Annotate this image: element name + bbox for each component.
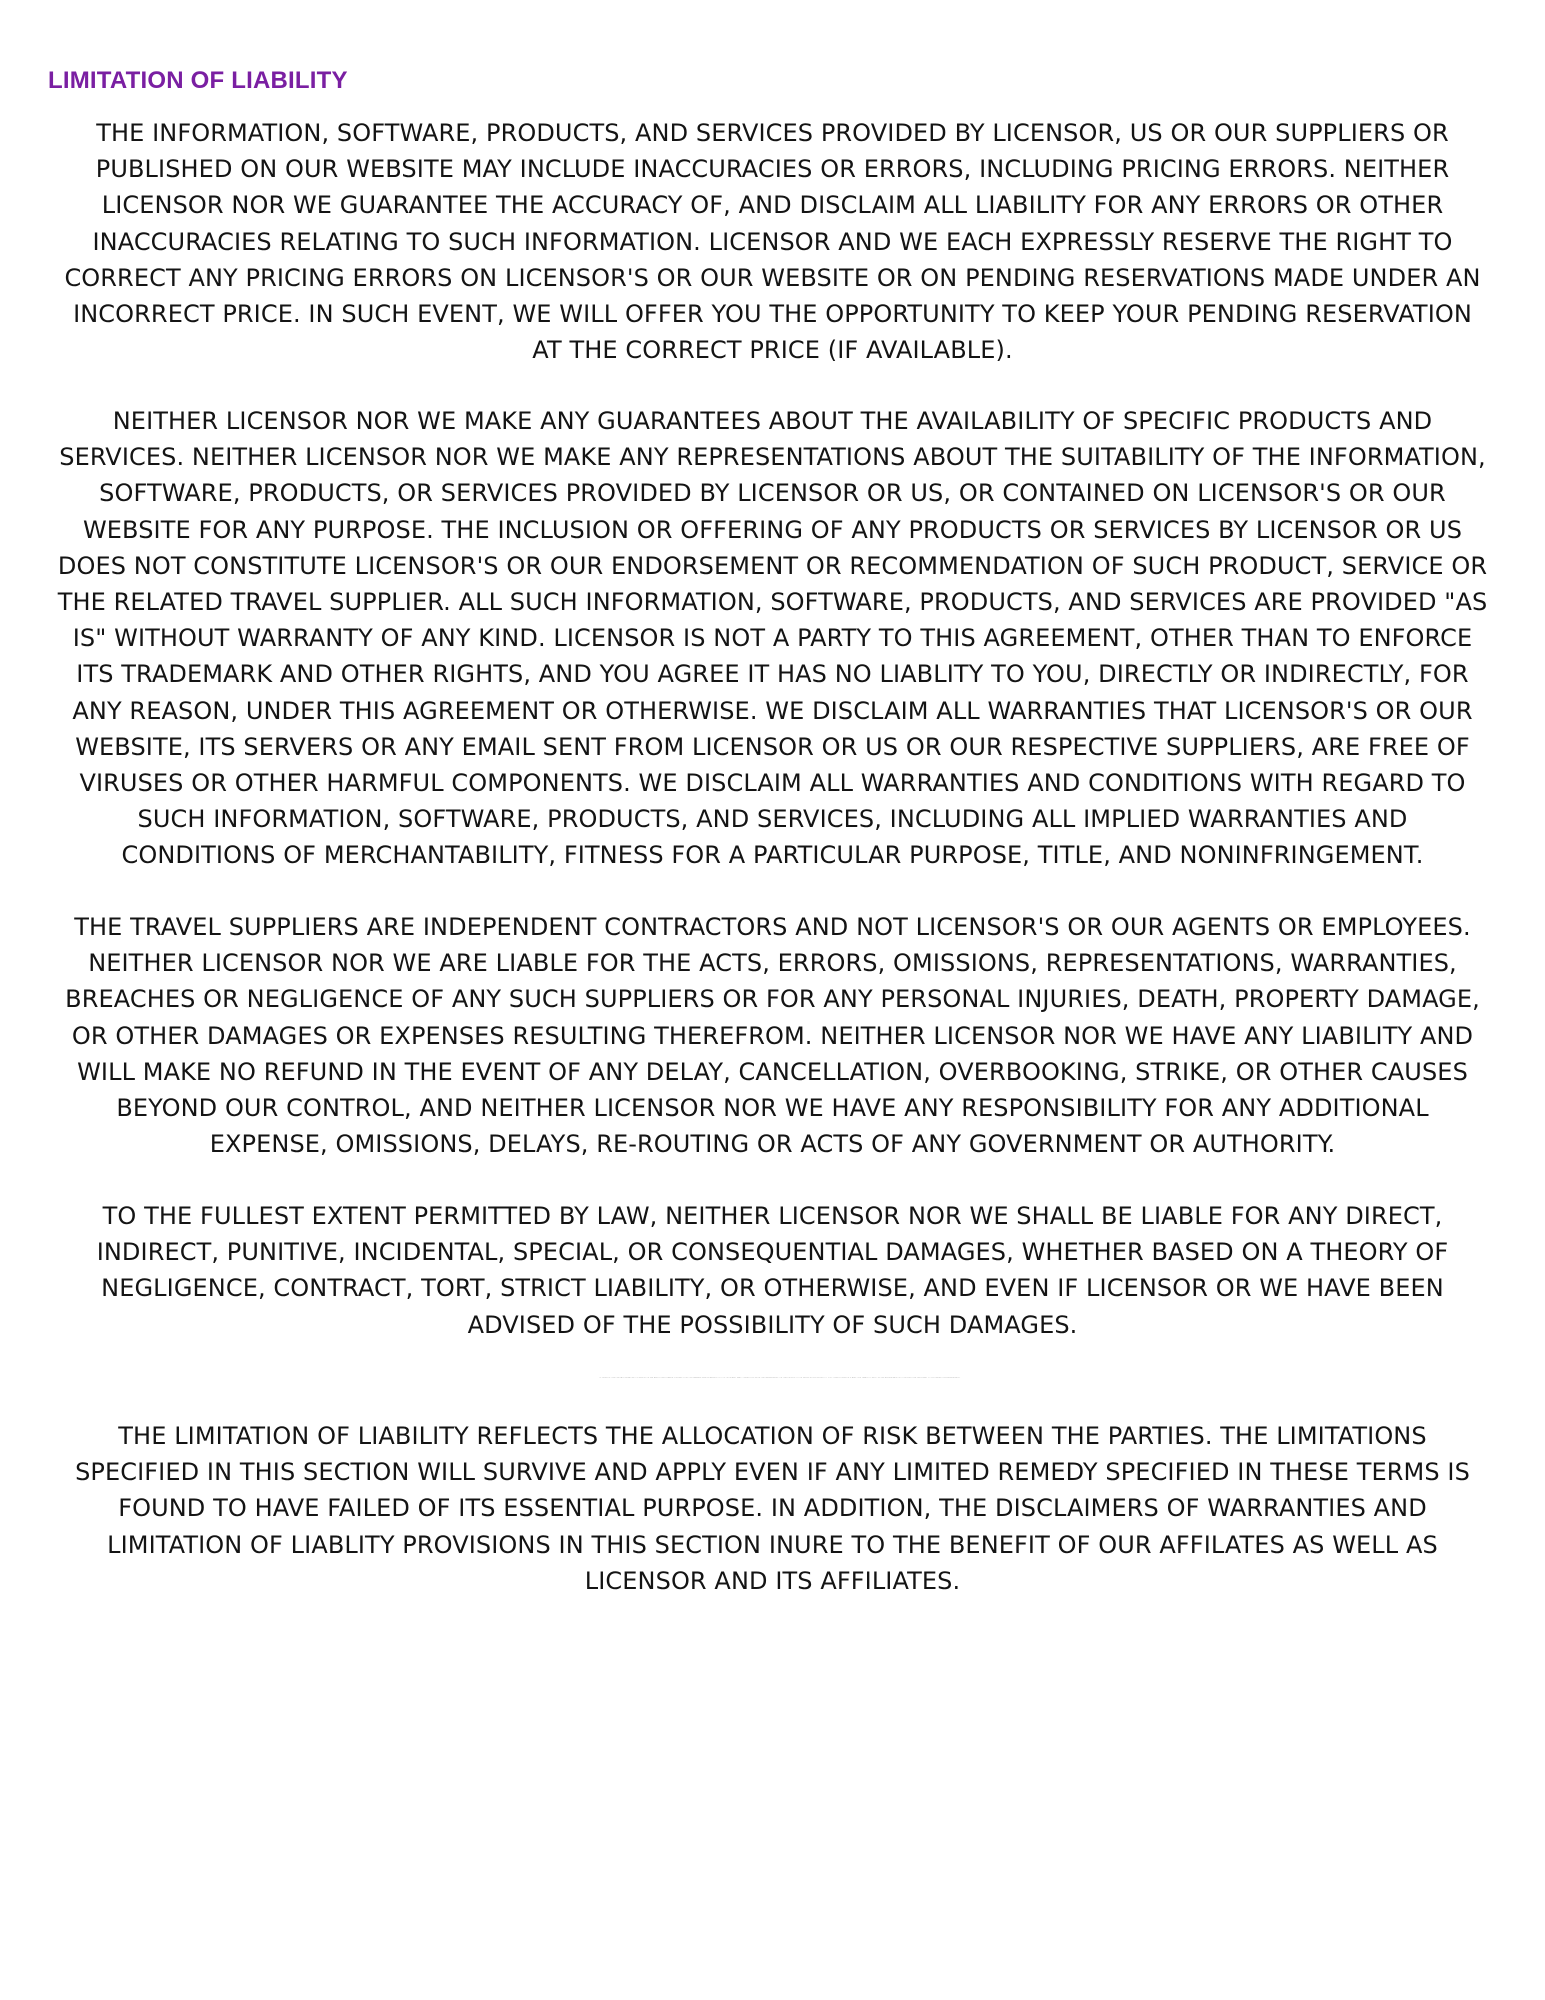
paragraph-pricing-errors: THE INFORMATION, SOFTWARE, PRODUCTS, AND SERVICES PROVIDED BY LICENSOR, US OR OUR SUPPLIERS OR PUBLISHED ON OUR WEBSITE MAY INCLUDE INACCURACIES OR ERRORS, INCLUDING PRICING ERRORS. NEITHER LICENSOR NOR WE GUARANTEE THE ACCURACY OF, AND DISCLAIM ALL LIABILITY FOR ANY ERRORS OR OTHER INACCURACIES RELATING TO SUCH INFORMATION. LICENSOR AND WE EACH EXPRESSLY RESERVE THE RIGHT TO CORRECT ANY PRICING ERRORS ON LICENSOR'S OR OUR WEBSITE OR ON PENDING RESERVATIONS MADE UNDER AN INCORRECT PRICE. IN SUCH EVENT, WE WILL OFFER YOU THE OPPORTUNITY TO KEEP YOUR PENDING RESERVATION AT THE CORRECT PRICE (IF AVAILABLE). <box>64 119 1481 365</box>
paragraph-damages-exclusion: TO THE FULLEST EXTENT PERMITTED BY LAW, NEITHER LICENSOR NOR WE SHALL BE LIABLE FOR ANY DIRECT, INDIRECT, PUNITIVE, INCIDENTAL, SPECIAL, OR CONSEQUENTIAL DAMAGES, WHETHER BASED ON A THEORY OF NEGLIGENCE, CONTRACT, TORT, STRICT LIABILITY, OR OTHERWISE, AND EVEN IF LICENSOR OR WE HAVE BEEN ADVISED OF THE POSSIBILITY OF SUCH DAMAGES. <box>96 1202 1449 1339</box>
section-heading: LIMITATION OF LIABILITY <box>48 67 348 94</box>
paragraph-risk-allocation: THE LIMITATION OF LIABILITY REFLECTS THE ALLOCATION OF RISK BETWEEN THE PARTIES. THE LIMITATIONS SPECIFIED IN THIS SECTION WILL SURVIVE AND APPLY EVEN IF ANY LIMITED REMEDY SPECIFIED IN THESE TERMS IS FOUND TO HAVE FAILED OF ITS ESSENTIAL PURPOSE. IN ADDITION, THE DISCLAIMERS OF WARRANTIES AND LIMITATION OF LIABLITY PROVISIONS IN THIS SECTION INURE TO THE BENEFIT OF OUR AFFILATES AS WELL AS LICENSOR AND ITS AFFILIATES. <box>75 1422 1470 1595</box>
paragraph-warranty-disclaimer: NEITHER LICENSOR NOR WE MAKE ANY GUARANTEES ABOUT THE AVAILABILITY OF SPECIFIC PRODUCTS AND SERVICES. NEITHER LICENSOR NOR WE MAKE ANY REPRESENTATIONS ABOUT THE SUITABILITY OF THE INFORMATION, SOFTWARE, PRODUCTS, OR SERVICES PROVIDED BY LICENSOR OR US, OR CONTAINED ON LICENSOR'S OR OUR WEBSITE FOR ANY PURPOSE. THE INCLUSION OR OFFERING OF ANY PRODUCTS OR SERVICES BY LICENSOR OR US DOES NOT CONSTITUTE LICENSOR'S OR OUR ENDORSEMENT OR RECOMMENDATION OF SUCH PRODUCT, SERVICE OR THE RELATED TRAVEL SUPPLIER. ALL SUCH INFORMATION, SOFTWARE, PRODUCTS, AND SERVICES ARE PROVIDED "AS IS" WITHOUT WARRANTY OF ANY KIND. LICENSOR IS NOT A PARTY TO THIS AGREEMENT, OTHER THAN TO ENFORCE ITS TRADEMARK AND OTHER RIGHTS, AND YOU AGREE IT HAS NO LIABLITY TO YOU, DIRECTLY OR INDIRECTLY, FOR ANY REASON, UNDER THIS AGREEMENT OR OTHERWISE. WE DISCLAIM ALL WARRANTIES THAT LICENSOR'S OR OUR WEBSITE, ITS SERVERS OR ANY EMAIL SENT FROM LICENSOR OR US OR OUR RESPECTIVE SUPPLIERS, ARE FREE OF VIRUSES OR OTHER HARMFUL COMPONENTS. WE DISCLAIM ALL WARRANTIES AND CONDITIONS WITH REGARD TO SUCH INFORMATION, SOFTWARE, PRODUCTS, AND SERVICES, INCLUDING ALL IMPLIED WARRANTIES AND CONDITIONS OF MERCHANTABILITY, FITNESS FOR A PARTICULAR PURPOSE, TITLE, AND NONINFRINGEMENT. <box>57 407 1488 870</box>
fine-print-line: IF DESPITE THE LIMITATION ABOVE, LICENSOR OR WE ARE FOUND LIABLE FOR ANY LOSS OR DAMAGE WHICH ARISES OUT OF OR IN ANY WAY CONNECTED WITH THIS AGREEMENT OR THE PRODUCTS OR SERVICES PROVIDED TO YOU, THEN LICENSOR'S AND OUR LIABILITY WILL, IN THE AGGREGATE, NOT EXCEED THE FEES PAID TO US UNDER THIS AGREEMENT. <box>599 1377 961 1379</box>
paragraph-travel-suppliers: THE TRAVEL SUPPLIERS ARE INDEPENDENT CONTRACTORS AND NOT LICENSOR'S OR OUR AGENTS OR EMPLOYEES. NEITHER LICENSOR NOR WE ARE LIABLE FOR THE ACTS, ERRORS, OMISSIONS, REPRESENTATIONS, WARRANTIES, BREACHES OR NEGLIGENCE OF ANY SUCH SUPPLIERS OR FOR ANY PERSONAL INJURIES, DEATH, PROPERTY DAMAGE, OR OTHER DAMAGES OR EXPENSES RESULTING THEREFROM. NEITHER LICENSOR NOR WE HAVE ANY LIABILITY AND WILL MAKE NO REFUND IN THE EVENT OF ANY DELAY, CANCELLATION, OVERBOOKING, STRIKE, OR OTHER CAUSES BEYOND OUR CONTROL, AND NEITHER LICENSOR NOR WE HAVE ANY RESPONSIBILITY FOR ANY ADDITIONAL EXPENSE, OMISSIONS, DELAYS, RE-ROUTING OR ACTS OF ANY GOVERNMENT OR AUTHORITY. <box>65 913 1480 1159</box>
